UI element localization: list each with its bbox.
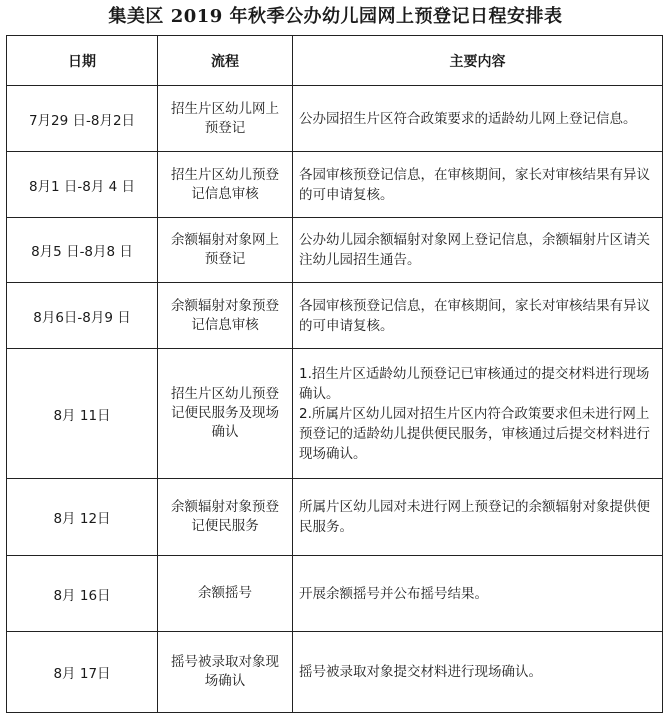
table-row: [7, 283, 663, 349]
header-date: 日期: [7, 36, 158, 86]
row-flow: 招生片区幼儿网上预登记: [171, 100, 279, 136]
table-row: [7, 479, 663, 556]
header-flow: 流程: [158, 36, 293, 86]
schedule-table: [6, 35, 663, 713]
row-content: 各园审核预登记信息，在审核期间，家长对审核结果有异议的可申请复核。: [299, 297, 650, 334]
row-flow: 招生片区幼儿预登记便民服务及现场确认: [171, 386, 279, 440]
row-date: 7月29 日-8月2日: [7, 86, 158, 152]
row-content: 各园审核预登记信息，在审核期间，家长对审核结果有异议的可申请复核。: [299, 166, 650, 203]
row-flow: 余额辐射对象预登记便民服务: [171, 499, 279, 534]
document-title: 集美区 2019 年秋季公办幼儿园网上预登记日程安排表: [108, 6, 563, 27]
table-row: [7, 632, 663, 713]
row-date: 8月5 日-8月8 日: [7, 218, 158, 283]
row-content-item: 2.所属片区幼儿园对招生片区内符合政策要求但未进行网上预登记的适龄幼儿提供便民服务，审核通过后提交材料进行现场确认。: [299, 405, 650, 462]
row-flow: 摇号被录取对象现场确认: [171, 654, 279, 689]
row-date: 8月 12日: [7, 479, 158, 556]
table-row: [7, 556, 663, 632]
row-date: 8月 16日: [7, 556, 158, 632]
table-row: [7, 152, 663, 218]
table-row: [7, 218, 663, 283]
row-content: 开展余额摇号并公布摇号结果。: [299, 585, 488, 602]
table-header-row: [7, 36, 663, 86]
row-flow: 余额辐射对象预登记信息审核: [171, 297, 279, 333]
table-row: [7, 86, 663, 152]
row-flow: 招生片区幼儿预登记信息审核: [171, 166, 279, 202]
row-flow: 余额摇号: [198, 585, 252, 601]
row-content: 公办幼儿园余额辐射对象网上登记信息，余额辐射片区请关注幼儿园招生通告。: [299, 232, 650, 268]
header-content: 主要内容: [293, 36, 663, 86]
table-row: [7, 349, 663, 479]
row-flow: 余额辐射对象网上预登记: [171, 232, 279, 267]
row-date: 8月 17日: [7, 632, 158, 713]
row-content: 公办园招生片区符合政策要求的适龄幼儿网上登记信息。: [299, 110, 637, 127]
row-date: 8月6日-8月9 日: [7, 283, 158, 349]
row-content: 摇号被录取对象提交材料进行现场确认。: [299, 664, 542, 680]
row-content-list: [299, 364, 654, 464]
row-content: 所属片区幼儿园对未进行网上预登记的余额辐射对象提供便民服务。: [299, 499, 650, 535]
row-date: 8月1 日-8月 4 日: [7, 152, 158, 218]
row-date: 8月 11日: [7, 349, 158, 479]
row-content-item: 1.招生片区适龄幼儿预登记已审核通过的提交材料进行现场确认。: [299, 365, 650, 402]
